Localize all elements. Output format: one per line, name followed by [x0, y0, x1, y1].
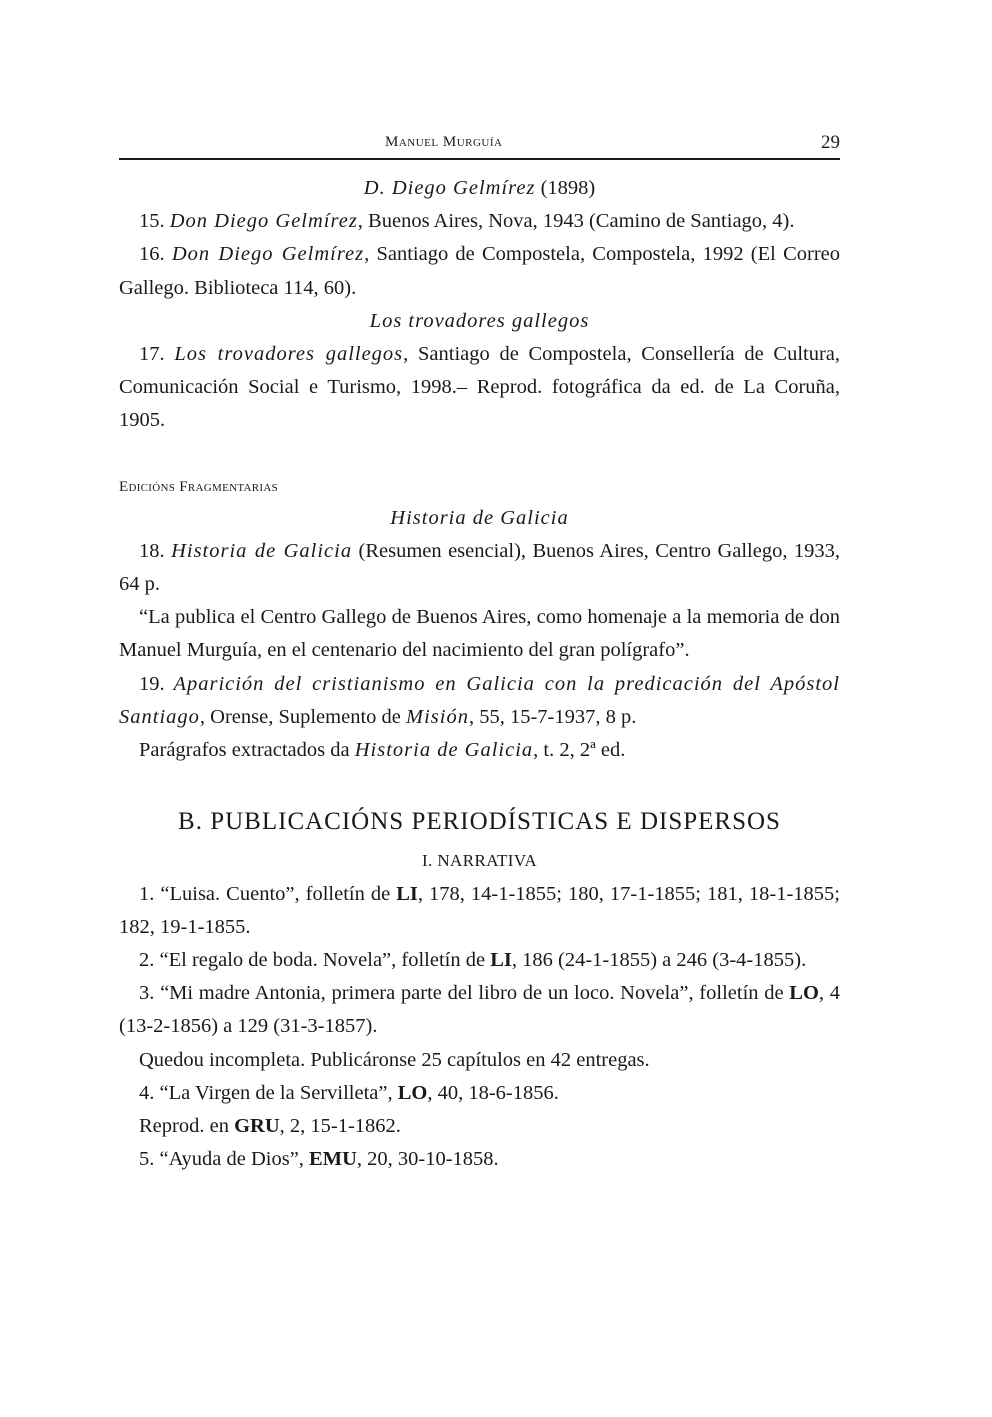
entry-text: 5. “Ayuda de Dios”, [139, 1148, 310, 1171]
entry-19-note [119, 734, 840, 767]
narrative-entry-2 [119, 944, 840, 977]
periodical-abbrev: LI [396, 882, 418, 905]
entry-16 [119, 238, 840, 304]
entry-title: Don Diego Gelmírez [171, 243, 365, 266]
work-heading-trovadores [119, 305, 840, 338]
entry-details: , 186 (24-1-1855) a 246 (3-4-1855). [511, 949, 807, 972]
page-number: 29 [821, 132, 840, 153]
entry-details: , 40, 18-6-1856. [427, 1081, 559, 1104]
entry-title: Historia de Galicia [171, 539, 353, 562]
entry-18 [119, 535, 840, 601]
work-heading-title: Historia de Galicia [390, 506, 569, 529]
entry-title: Don Diego Gelmírez [169, 210, 358, 233]
entry-details: , 20, 30-10-1858. [356, 1148, 499, 1171]
entry-number: 16. [139, 243, 172, 266]
entry-details: , Santiago de Compostela, Consellería de Cultura, Comunicación Social e Turismo, 1998.– Reprod. fotográfica da ed. de La Coruña, 1905. [119, 343, 841, 432]
entry-title: Los trovadores gallegos [174, 343, 404, 366]
entry-details-end: , 55, 15-7-1937, 8 p. [468, 705, 637, 728]
body-text [119, 172, 840, 1176]
entry-details: (Resumen esencial), Buenos Aires, Centro Gallego, 1933, 64 p. [119, 539, 841, 596]
running-header [119, 128, 840, 160]
section-heading-fragmentarias: Edicións Fragmentarias [119, 478, 278, 495]
entry-text: 4. “La Virgen de la Servilleta”, [139, 1081, 398, 1104]
work-heading-gelmirez [119, 172, 840, 205]
entry-periodical: Misión [406, 705, 469, 728]
work-heading-title: D. Diego Gelmírez [363, 177, 536, 199]
work-heading-year: (1898) [535, 177, 596, 199]
entry-number: 17. [139, 343, 175, 366]
entry-details: , Buenos Aires, Nova, 1943 (Camino de Santiago, 4). [357, 210, 795, 233]
note-text: Parágrafos extractados da [139, 739, 355, 762]
entry-details: , Santiago de Compostela, Compostela, 1992 (El Correo Gallego. Biblioteca 114, 60). [119, 243, 841, 299]
entry-details: , Orense, Suplemento de [199, 705, 406, 728]
entry-details: , 178, 14-1-1855; 180, 17-1-1855; 181, 18-1-1855; 182, 19-1-1855. [119, 882, 840, 938]
periodical-abbrev: LI [490, 949, 512, 972]
narrative-entry-3-note: Quedou incompleta. Publicáronse 25 capítulos en 42 entregas. [139, 1048, 650, 1071]
work-heading-title: Los trovadores gallegos [369, 309, 590, 332]
entry-number: 18. [139, 539, 172, 562]
narrative-entry-1 [119, 878, 840, 944]
narrative-entry-4-note [119, 1110, 840, 1143]
entry-19 [119, 668, 840, 734]
periodical-abbrev: LO [397, 1081, 428, 1104]
work-heading-historia [119, 502, 840, 535]
narrative-entry-4 [119, 1077, 840, 1110]
entry-15 [119, 205, 840, 238]
note-title: Historia de Galicia [354, 739, 534, 762]
section-title-b: B. PUBLICACIÓNS PERIODÍSTICAS E DISPERSOS [178, 808, 781, 836]
entry-number: 15. [139, 210, 170, 233]
note-text: Reprod. en [139, 1115, 235, 1138]
narrative-entry-5 [119, 1143, 840, 1176]
entry-18-quote: “La publica el Centro Gallego de Buenos Aires, como homenaje a la memoria de don Manuel Murguía, en el centenario del nacimiento del gran polígrafo”. [119, 606, 840, 662]
note-text-end: , t. 2, 2ª ed. [533, 739, 626, 762]
book-page [119, 128, 840, 1176]
periodical-abbrev: GRU [234, 1115, 280, 1138]
entry-text: 1. “Luisa. Cuento”, folletín de [139, 882, 397, 905]
periodical-abbrev: LO [789, 982, 819, 1005]
note-details: , 2, 15-1-1862. [279, 1115, 401, 1138]
entry-text: 2. “El regalo de boda. Novela”, folletín de [139, 949, 491, 972]
entry-number: 19. [139, 672, 174, 695]
running-header-author: Manuel Murguía [385, 134, 503, 150]
periodical-abbrev: EMU [309, 1148, 357, 1171]
entry-details: , 4 (13-2-1856) a 129 (31-3-1857). [119, 982, 840, 1038]
entry-title: Aparición del cristianismo en Galicia con la predicación del Apóstol Santiago [119, 672, 840, 728]
subsection-title-narrativa: I. NARRATIVA [422, 851, 537, 871]
entry-text: 3. “Mi madre Antonia, primera parte del libro de un loco. Novela”, folletín de [139, 982, 790, 1005]
narrative-entry-3 [119, 977, 840, 1043]
entry-17 [119, 338, 840, 438]
